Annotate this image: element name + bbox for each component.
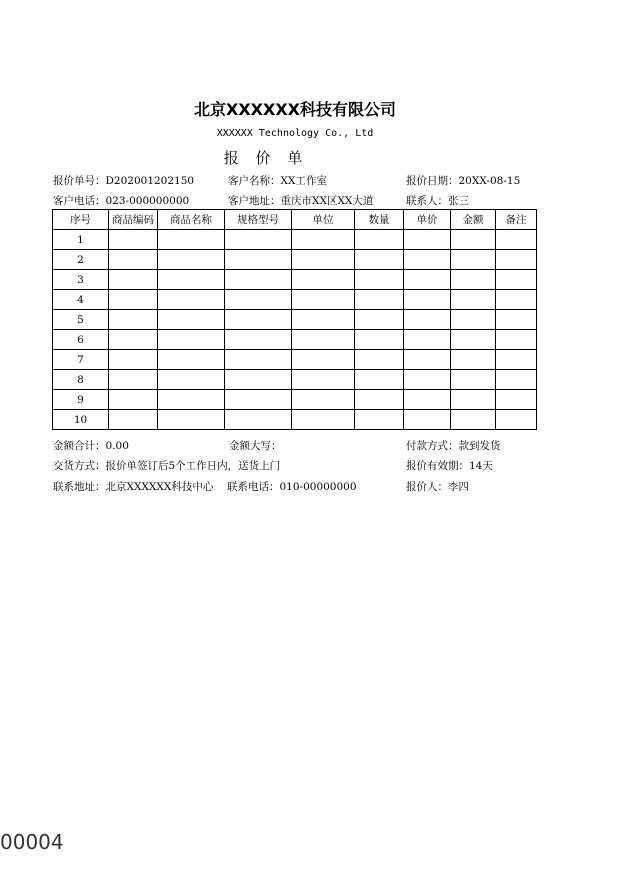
table-cell (109, 250, 158, 270)
column-header: 单位 (292, 210, 355, 230)
row-number-cell: 6 (53, 330, 109, 350)
table-cell (404, 310, 451, 330)
row-number-cell: 8 (53, 370, 109, 390)
table-cell (292, 390, 355, 410)
table-cell (451, 250, 496, 270)
table-cell (225, 270, 292, 290)
contact-phone: 联系电话：010-00000000 (227, 481, 357, 493)
table-row (53, 290, 537, 310)
table-cell (355, 250, 404, 270)
payment-method: 付款方式：款到发货 (406, 440, 501, 452)
table-cell (225, 370, 292, 390)
table-cell (158, 310, 225, 330)
table-cell (109, 290, 158, 310)
table-cell (496, 410, 537, 430)
table-row (53, 310, 537, 330)
total-amount: 金额合计：0.00 (53, 440, 129, 452)
row-number-cell: 5 (53, 310, 109, 330)
contact-person: 联系人：张三 (406, 195, 469, 207)
table-row (53, 390, 537, 410)
table-header-row (53, 210, 537, 230)
row-number-cell: 3 (53, 270, 109, 290)
delivery-method: 交货方式：报价单签订后5个工作日内，送货上门 (53, 460, 281, 472)
table-row (53, 330, 537, 350)
table-cell (292, 310, 355, 330)
column-header: 备注 (496, 210, 537, 230)
row-number-cell: 1 (53, 230, 109, 250)
table-row (53, 370, 537, 390)
table-cell (496, 290, 537, 310)
table-cell (355, 230, 404, 250)
table-cell (496, 330, 537, 350)
table-cell (355, 390, 404, 410)
table-cell (225, 330, 292, 350)
contact-address: 联系地址：北京XXXXXX科技中心 (53, 481, 214, 493)
column-header: 单价 (404, 210, 451, 230)
table-cell (109, 310, 158, 330)
customer-phone: 客户电话：023-000000000 (53, 195, 190, 207)
column-header: 数量 (355, 210, 404, 230)
quote-validity: 报价有效期：14天 (406, 460, 493, 472)
table-row (53, 410, 537, 430)
table-row (53, 270, 537, 290)
total-amount-uppercase: 金额大写： (229, 440, 282, 452)
table-cell (225, 290, 292, 310)
table-cell (451, 410, 496, 430)
table-cell (225, 310, 292, 330)
table-cell (355, 370, 404, 390)
table-cell (158, 230, 225, 250)
quote-table (52, 209, 537, 430)
table-cell (225, 230, 292, 250)
row-number-cell: 9 (53, 390, 109, 410)
table-cell (292, 250, 355, 270)
table-row (53, 250, 537, 270)
table-cell (109, 390, 158, 410)
column-header: 金额 (451, 210, 496, 230)
quoter: 报价人：李四 (406, 481, 469, 493)
customer-name: 客户名称：XX工作室 (228, 175, 327, 187)
table-cell (451, 390, 496, 410)
table-cell (292, 230, 355, 250)
quote-date: 报价日期：20XX-08-15 (406, 175, 521, 187)
table-cell (109, 270, 158, 290)
table-cell (158, 370, 225, 390)
table-cell (292, 350, 355, 370)
table-cell (158, 390, 225, 410)
table-cell (225, 350, 292, 370)
table-cell (355, 290, 404, 310)
table-cell (496, 230, 537, 250)
table-cell (225, 250, 292, 270)
table-cell (109, 350, 158, 370)
table-cell (404, 330, 451, 350)
table-cell (292, 290, 355, 310)
table-cell (404, 370, 451, 390)
table-cell (451, 310, 496, 330)
table-cell (158, 290, 225, 310)
company-name-cn: 北京XXXXXX科技有限公司 (193, 100, 397, 119)
table-cell (404, 350, 451, 370)
table-cell (496, 310, 537, 330)
page-number: 00004 (0, 830, 64, 854)
table-cell (109, 330, 158, 350)
table-cell (404, 230, 451, 250)
customer-address: 客户地址：重庆市XX区XX大道 (228, 195, 374, 207)
row-number-cell: 10 (53, 410, 109, 430)
quote-number: 报价单号：D202001202150 (53, 175, 195, 187)
table-cell (292, 330, 355, 350)
table-cell (158, 270, 225, 290)
table-cell (355, 350, 404, 370)
column-header: 序号 (53, 210, 109, 230)
table-cell (158, 410, 225, 430)
table-row (53, 230, 537, 250)
table-cell (109, 370, 158, 390)
company-name-en: XXXXXX Technology Co., Ltd (216, 128, 374, 139)
table-cell (355, 410, 404, 430)
table-cell (451, 230, 496, 250)
table-cell (292, 370, 355, 390)
column-header: 规格型号 (225, 210, 292, 230)
table-cell (292, 410, 355, 430)
table-cell (404, 270, 451, 290)
table-cell (225, 390, 292, 410)
table-cell (109, 410, 158, 430)
table-cell (355, 310, 404, 330)
table-cell (158, 350, 225, 370)
table-row (53, 350, 537, 370)
table-cell (496, 390, 537, 410)
table-cell (158, 330, 225, 350)
table-cell (355, 330, 404, 350)
table-cell (404, 250, 451, 270)
table-cell (451, 290, 496, 310)
row-number-cell: 7 (53, 350, 109, 370)
table-cell (355, 270, 404, 290)
table-cell (404, 290, 451, 310)
row-number-cell: 2 (53, 250, 109, 270)
table-cell (404, 390, 451, 410)
row-number-cell: 4 (53, 290, 109, 310)
table-cell (451, 330, 496, 350)
table-cell (496, 370, 537, 390)
table-cell (292, 270, 355, 290)
table-cell (109, 230, 158, 250)
table-cell (451, 270, 496, 290)
column-header: 商品名称 (158, 210, 225, 230)
table-cell (451, 350, 496, 370)
document-title: 报 价 单 (223, 149, 309, 167)
table-cell (496, 350, 537, 370)
table-cell (404, 410, 451, 430)
table-cell (496, 270, 537, 290)
table-cell (158, 250, 225, 270)
column-header: 商品编码 (109, 210, 158, 230)
table-cell (451, 370, 496, 390)
table-cell (496, 250, 537, 270)
table-cell (225, 410, 292, 430)
